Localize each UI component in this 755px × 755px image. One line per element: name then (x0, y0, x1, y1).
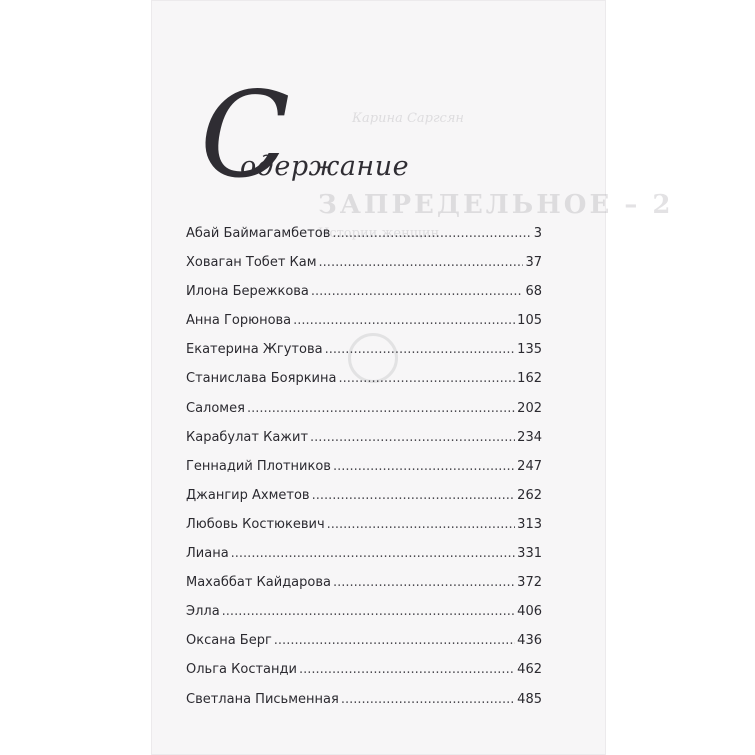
toc-entry-page: 202 (517, 400, 542, 416)
title-rest: одержание (240, 151, 410, 182)
toc-entry (186, 313, 542, 342)
bleed-subtitle: Истории женщин (318, 226, 440, 241)
toc-entry-page: 247 (517, 458, 542, 474)
toc-entry-page: 162 (517, 371, 542, 387)
toc-entry-page: 313 (517, 516, 542, 532)
toc-entry (186, 284, 542, 313)
toc-leader (332, 226, 531, 241)
toc-entry (186, 226, 542, 255)
toc-entry-name: Светлана Письменная (186, 691, 339, 707)
toc-entry (186, 662, 542, 691)
toc-leader (311, 284, 524, 299)
toc-entry (186, 546, 542, 575)
toc-entry-page: 485 (517, 691, 542, 707)
toc-entry (186, 371, 542, 400)
toc-entry-page: 234 (517, 429, 542, 445)
toc-entry (186, 342, 542, 371)
title-initial: С (200, 66, 291, 204)
toc-leader (338, 371, 515, 386)
toc-entry-page: 331 (517, 546, 542, 562)
toc-entry-page: 37 (525, 255, 542, 271)
toc-entry-page: 436 (517, 633, 542, 649)
toc-entry (186, 604, 542, 633)
toc-leader (341, 692, 515, 707)
toc-entry-name: Лиана (186, 546, 229, 562)
toc-leader (310, 430, 515, 445)
toc-entry-page: 68 (525, 284, 542, 300)
toc-leader (325, 342, 516, 357)
toc-entry-name: Джангир Ахметов (186, 487, 310, 503)
toc-entry (186, 255, 542, 284)
toc-leader (293, 313, 515, 328)
bleed-book-title: ЗАПРЕДЕЛЬНОЕ – 2 (318, 190, 674, 220)
toc-entry (186, 430, 542, 459)
toc-entry-page: 262 (517, 487, 542, 503)
toc-entry-name: Абай Баймагамбетов (186, 226, 331, 241)
toc-entry (186, 488, 542, 517)
toc-leader (222, 604, 516, 619)
toc-entry-name: Элла (186, 604, 220, 620)
toc-entry-name: Карабулат Кажит (186, 429, 309, 445)
toc-leader (299, 662, 515, 677)
toc-leader (247, 401, 515, 416)
toc-entry-page: 3 (533, 226, 542, 241)
toc-leader (231, 546, 516, 561)
toc-entry-page: 105 (517, 313, 542, 329)
toc-leader (333, 575, 515, 590)
bleed-author: Карина Саргсян (352, 111, 464, 126)
toc-entry (186, 692, 542, 721)
toc-entry (186, 575, 542, 604)
toc-entry-name: Ховаган Тобет Кам (186, 255, 317, 271)
toc-entry-page: 406 (517, 604, 542, 620)
toc-entry-name: Саломея (186, 400, 245, 416)
toc-entry (186, 517, 542, 546)
toc-entry-name: Анна Горюнова (186, 313, 292, 329)
toc-entry-name: Махаббат Кайдарова (186, 575, 331, 591)
toc-entry-name: Оксана Берг (186, 633, 272, 649)
toc-entry-page: 372 (517, 575, 542, 591)
toc-leader (312, 488, 516, 503)
toc-entry-name: Екатерина Жгутова (186, 342, 323, 358)
toc-entry-name: Геннадий Плотников (186, 458, 331, 474)
toc-entry-page: 135 (517, 342, 542, 358)
toc-entry-page: 462 (517, 662, 542, 678)
toc-leader (327, 517, 516, 532)
toc-entry (186, 401, 542, 430)
toc-leader (333, 459, 515, 474)
toc-entry-name: Ольга Костанди (186, 662, 297, 678)
toc-entry (186, 459, 542, 488)
toc-leader (274, 633, 515, 648)
toc-entry-name: Илона Бережкова (186, 284, 309, 300)
toc-entry-name: Станислава Бояркина (186, 371, 337, 387)
toc-entry (186, 633, 542, 662)
toc-leader (319, 255, 524, 270)
toc-entry-name: Любовь Костюкевич (186, 516, 325, 532)
table-of-contents (186, 226, 542, 721)
